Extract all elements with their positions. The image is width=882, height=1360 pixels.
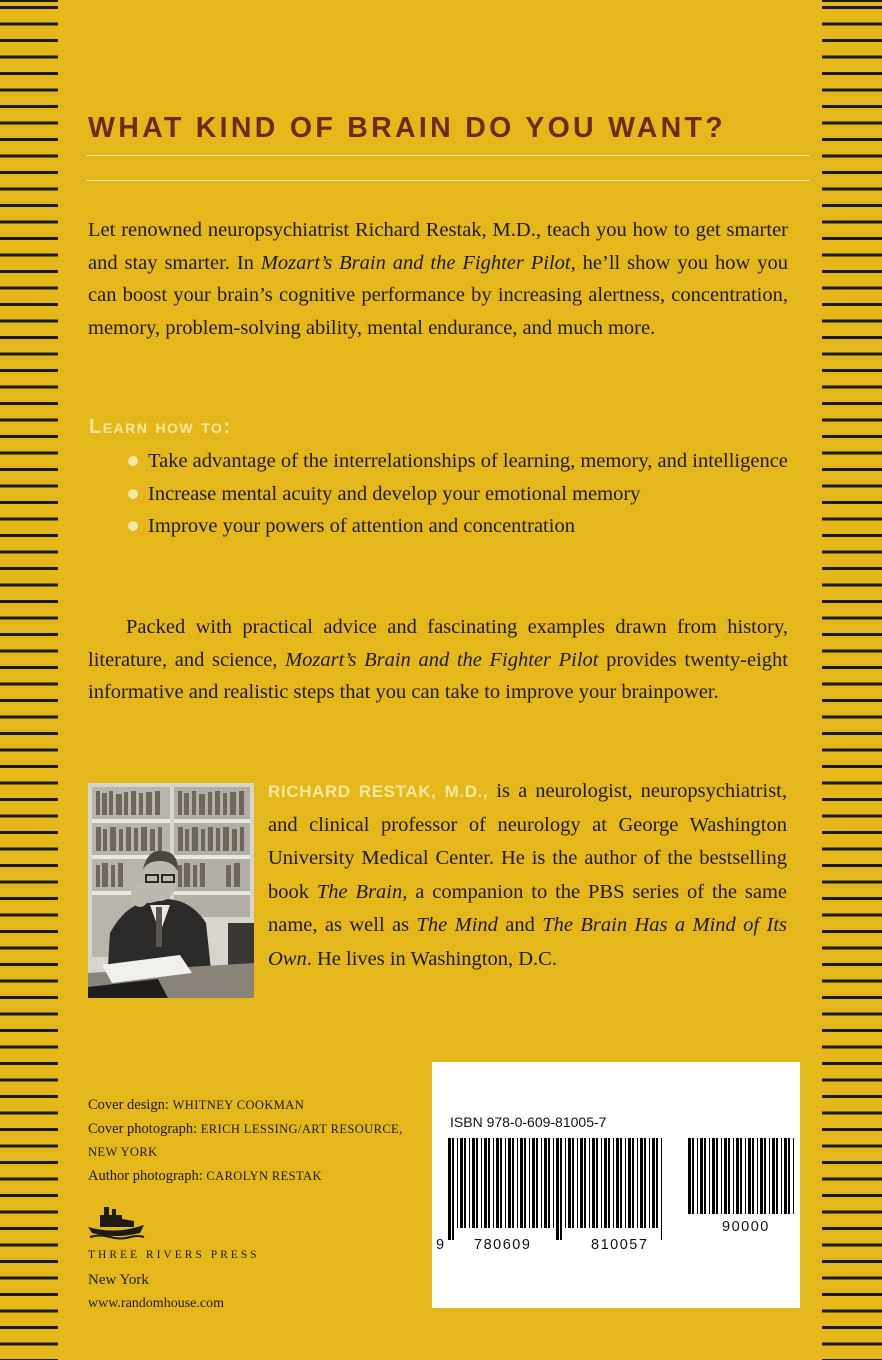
author-name: RICHARD RESTAK, M.D., — [268, 782, 489, 801]
barcode-bar — [740, 1138, 742, 1214]
barcode-bar — [481, 1138, 482, 1228]
headline: WHAT KIND OF BRAIN DO YOU WANT? — [88, 112, 726, 144]
barcode-bar — [688, 1138, 691, 1214]
barcode-bar — [560, 1138, 562, 1240]
barcode-bar — [457, 1138, 458, 1228]
barcode-digits-right: 810057 — [591, 1237, 649, 1253]
barcode-bar — [625, 1138, 626, 1228]
bullet-dot-icon — [128, 456, 138, 466]
barcode-bar — [505, 1138, 506, 1228]
barcode-bar — [692, 1138, 694, 1214]
author-photo-credit — [88, 1165, 428, 1189]
barcode-bar — [712, 1138, 715, 1214]
barcode-bar — [620, 1138, 622, 1228]
barcode-bar — [484, 1138, 487, 1228]
bio-text-4: . He lives in Washington, D.C. — [306, 947, 557, 970]
barcode-price-code: 90000 — [722, 1219, 770, 1235]
barcode-bar — [584, 1138, 586, 1228]
author-photo — [88, 783, 254, 998]
barcode-bar — [532, 1138, 535, 1228]
barcode-bar — [760, 1138, 763, 1214]
credit-label: Cover design: — [88, 1097, 173, 1113]
headline-rule-bottom — [86, 180, 810, 181]
barcode-bar — [472, 1138, 475, 1228]
barcode-bar — [565, 1138, 566, 1228]
barcode-bar — [748, 1138, 751, 1214]
barcode-area — [432, 1062, 800, 1308]
barcode-bar — [604, 1138, 607, 1228]
barcode-bar — [548, 1138, 550, 1228]
cover-photo-credit — [88, 1118, 428, 1165]
barcode-bar — [464, 1138, 466, 1228]
isbn-text: ISBN 978-0-609-81005-7 — [450, 1114, 607, 1130]
credit-name: CAROLYN RESTAK — [206, 1168, 322, 1183]
bio-title-1: The Brain — [316, 880, 403, 903]
barcode-digits-left: 780609 — [474, 1237, 532, 1253]
barcode-bar — [517, 1138, 518, 1228]
barcode-bar — [556, 1138, 559, 1240]
barcode-bar — [628, 1138, 631, 1228]
list-item-text: Take advantage of the interrelationships of learning, memory, and intelligence — [148, 450, 788, 472]
bio-text-2: , a companion to the PBS series of the same name, as well as — [268, 880, 788, 936]
bio-title-2: The Mind — [416, 914, 498, 936]
barcode-bar — [536, 1138, 538, 1228]
barcode-bar — [793, 1138, 794, 1214]
barcode-bar — [488, 1138, 490, 1228]
cover-design-credit — [88, 1094, 428, 1118]
bullet-dot-icon — [128, 489, 138, 499]
list-item — [128, 510, 808, 543]
intro-text-2: he’ll show you how you can boost your brain’s cognitive performance by increasing alertness, concentration, memory, problem-solving ability, mental endurance, and much more. — [88, 251, 788, 339]
packed-text-1: Packed with practical advice and fascinating examples drawn from history, literature, and science, — [88, 616, 788, 671]
credit-label: Author photograph: — [88, 1167, 207, 1184]
barcode-bar — [781, 1138, 782, 1214]
intro-book-title: Mozart’s Brain and the Fighter Pilot, — [260, 251, 576, 274]
barcode-bar — [572, 1138, 574, 1228]
barcode-bar — [728, 1138, 730, 1214]
learn-list — [128, 445, 808, 543]
barcode-bar — [568, 1138, 571, 1228]
bio-text-3: and — [497, 914, 543, 936]
barcode-bar — [460, 1138, 463, 1228]
barcode-bar — [772, 1138, 775, 1214]
barcode-bar — [596, 1138, 598, 1228]
barcode-bar — [764, 1138, 766, 1214]
barcode-bar — [508, 1138, 511, 1228]
barcode-bar — [652, 1138, 655, 1228]
barcode-bar — [644, 1138, 646, 1228]
publisher-city: New York — [88, 1272, 149, 1288]
barcode-bar — [788, 1138, 790, 1214]
barcode-bar — [580, 1138, 583, 1228]
barcode-bar — [476, 1138, 478, 1228]
credit-label: Cover photograph: — [88, 1120, 201, 1137]
barcode-bar — [776, 1138, 778, 1214]
barcode-bar — [520, 1138, 523, 1228]
barcode-bar — [616, 1138, 619, 1228]
barcode-bar — [448, 1138, 451, 1240]
barcode-bar — [544, 1138, 547, 1228]
barcode-bar — [524, 1138, 526, 1228]
barcode-bar — [496, 1138, 499, 1228]
barcode-bar — [745, 1138, 746, 1214]
barcode-bar — [721, 1138, 722, 1214]
barcode-bar — [752, 1138, 754, 1214]
credit-name: WHITNEY COOKMAN — [172, 1098, 305, 1112]
barcode-bar — [724, 1138, 727, 1214]
list-item-text: Improve your powers of attention and concentration — [148, 515, 575, 537]
bullet-dot-icon — [128, 521, 138, 531]
barcode-bar — [553, 1138, 554, 1228]
barcode-bar — [661, 1138, 662, 1240]
bio-title-3: The Brain Has a Mind of Its Own — [268, 914, 787, 970]
barcode-bar — [632, 1138, 634, 1228]
packed-paragraph — [88, 611, 788, 709]
packed-text-2: provides twenty-eight informative and realistic steps that you can take to improve your brainpower. — [88, 648, 789, 703]
learn-heading: Learn how to: — [89, 416, 232, 438]
list-item — [128, 478, 808, 511]
barcode-bar — [592, 1138, 595, 1228]
barcode-bar — [500, 1138, 502, 1228]
barcode-bar — [784, 1138, 787, 1214]
left-stripe-border — [0, 0, 58, 1360]
barcode-bar — [608, 1138, 610, 1228]
barcode-bar — [637, 1138, 638, 1228]
barcode-bar — [769, 1138, 770, 1214]
barcode-bar — [649, 1138, 650, 1228]
packed-book-title: Mozart’s Brain and the Fighter Pilot — [285, 648, 599, 671]
intro-text-1: Let renowned neuropsychiatrist Richard Restak, M.D., teach you how to get smarter and stay smarter. In — [88, 219, 788, 274]
right-stripe-border — [822, 0, 882, 1360]
barcode-bar — [577, 1138, 578, 1228]
barcode-bar — [736, 1138, 739, 1214]
barcode-bar — [709, 1138, 710, 1214]
publisher-website: www.randomhouse.com — [88, 1296, 224, 1311]
author-bio — [268, 775, 787, 976]
barcode-bar — [512, 1138, 514, 1228]
barcode-bar — [697, 1138, 698, 1214]
barcode-bar — [613, 1138, 614, 1228]
barcode-bar — [704, 1138, 706, 1214]
barcode-bar — [640, 1138, 643, 1228]
credits — [88, 1094, 428, 1188]
list-item-text: Increase mental acuity and develop your emotional memory — [148, 482, 641, 505]
barcode-bar — [493, 1138, 494, 1228]
publisher-boat-logo-icon — [86, 1203, 146, 1243]
credit-name: ERICH LESSING/ART RESOURCE, NEW YORK — [88, 1121, 403, 1159]
barcode-bar — [589, 1138, 590, 1228]
barcode-bars — [432, 1062, 800, 1308]
barcode-bar — [716, 1138, 718, 1214]
barcode-bar — [601, 1138, 602, 1228]
barcode-bar — [469, 1138, 470, 1228]
barcode-lead-digit: 9 — [436, 1237, 445, 1253]
barcode-bar — [733, 1138, 734, 1214]
publisher-name: THREE RIVERS PRESS — [88, 1249, 260, 1261]
barcode-bar — [757, 1138, 758, 1214]
list-item — [128, 445, 808, 478]
barcode-bar — [541, 1138, 542, 1228]
bio-text-1: is a neurologist, neuropsychiatrist, and clinical professor of neurology at George Washington University Medical Center. He is the author of the bestselling book — [268, 780, 787, 903]
barcode-bar — [529, 1138, 530, 1228]
barcode-bar — [656, 1138, 658, 1228]
headline-rule-top — [86, 155, 810, 156]
barcode-bar — [452, 1138, 454, 1240]
intro-paragraph — [88, 214, 788, 344]
barcode-bar — [700, 1138, 703, 1214]
